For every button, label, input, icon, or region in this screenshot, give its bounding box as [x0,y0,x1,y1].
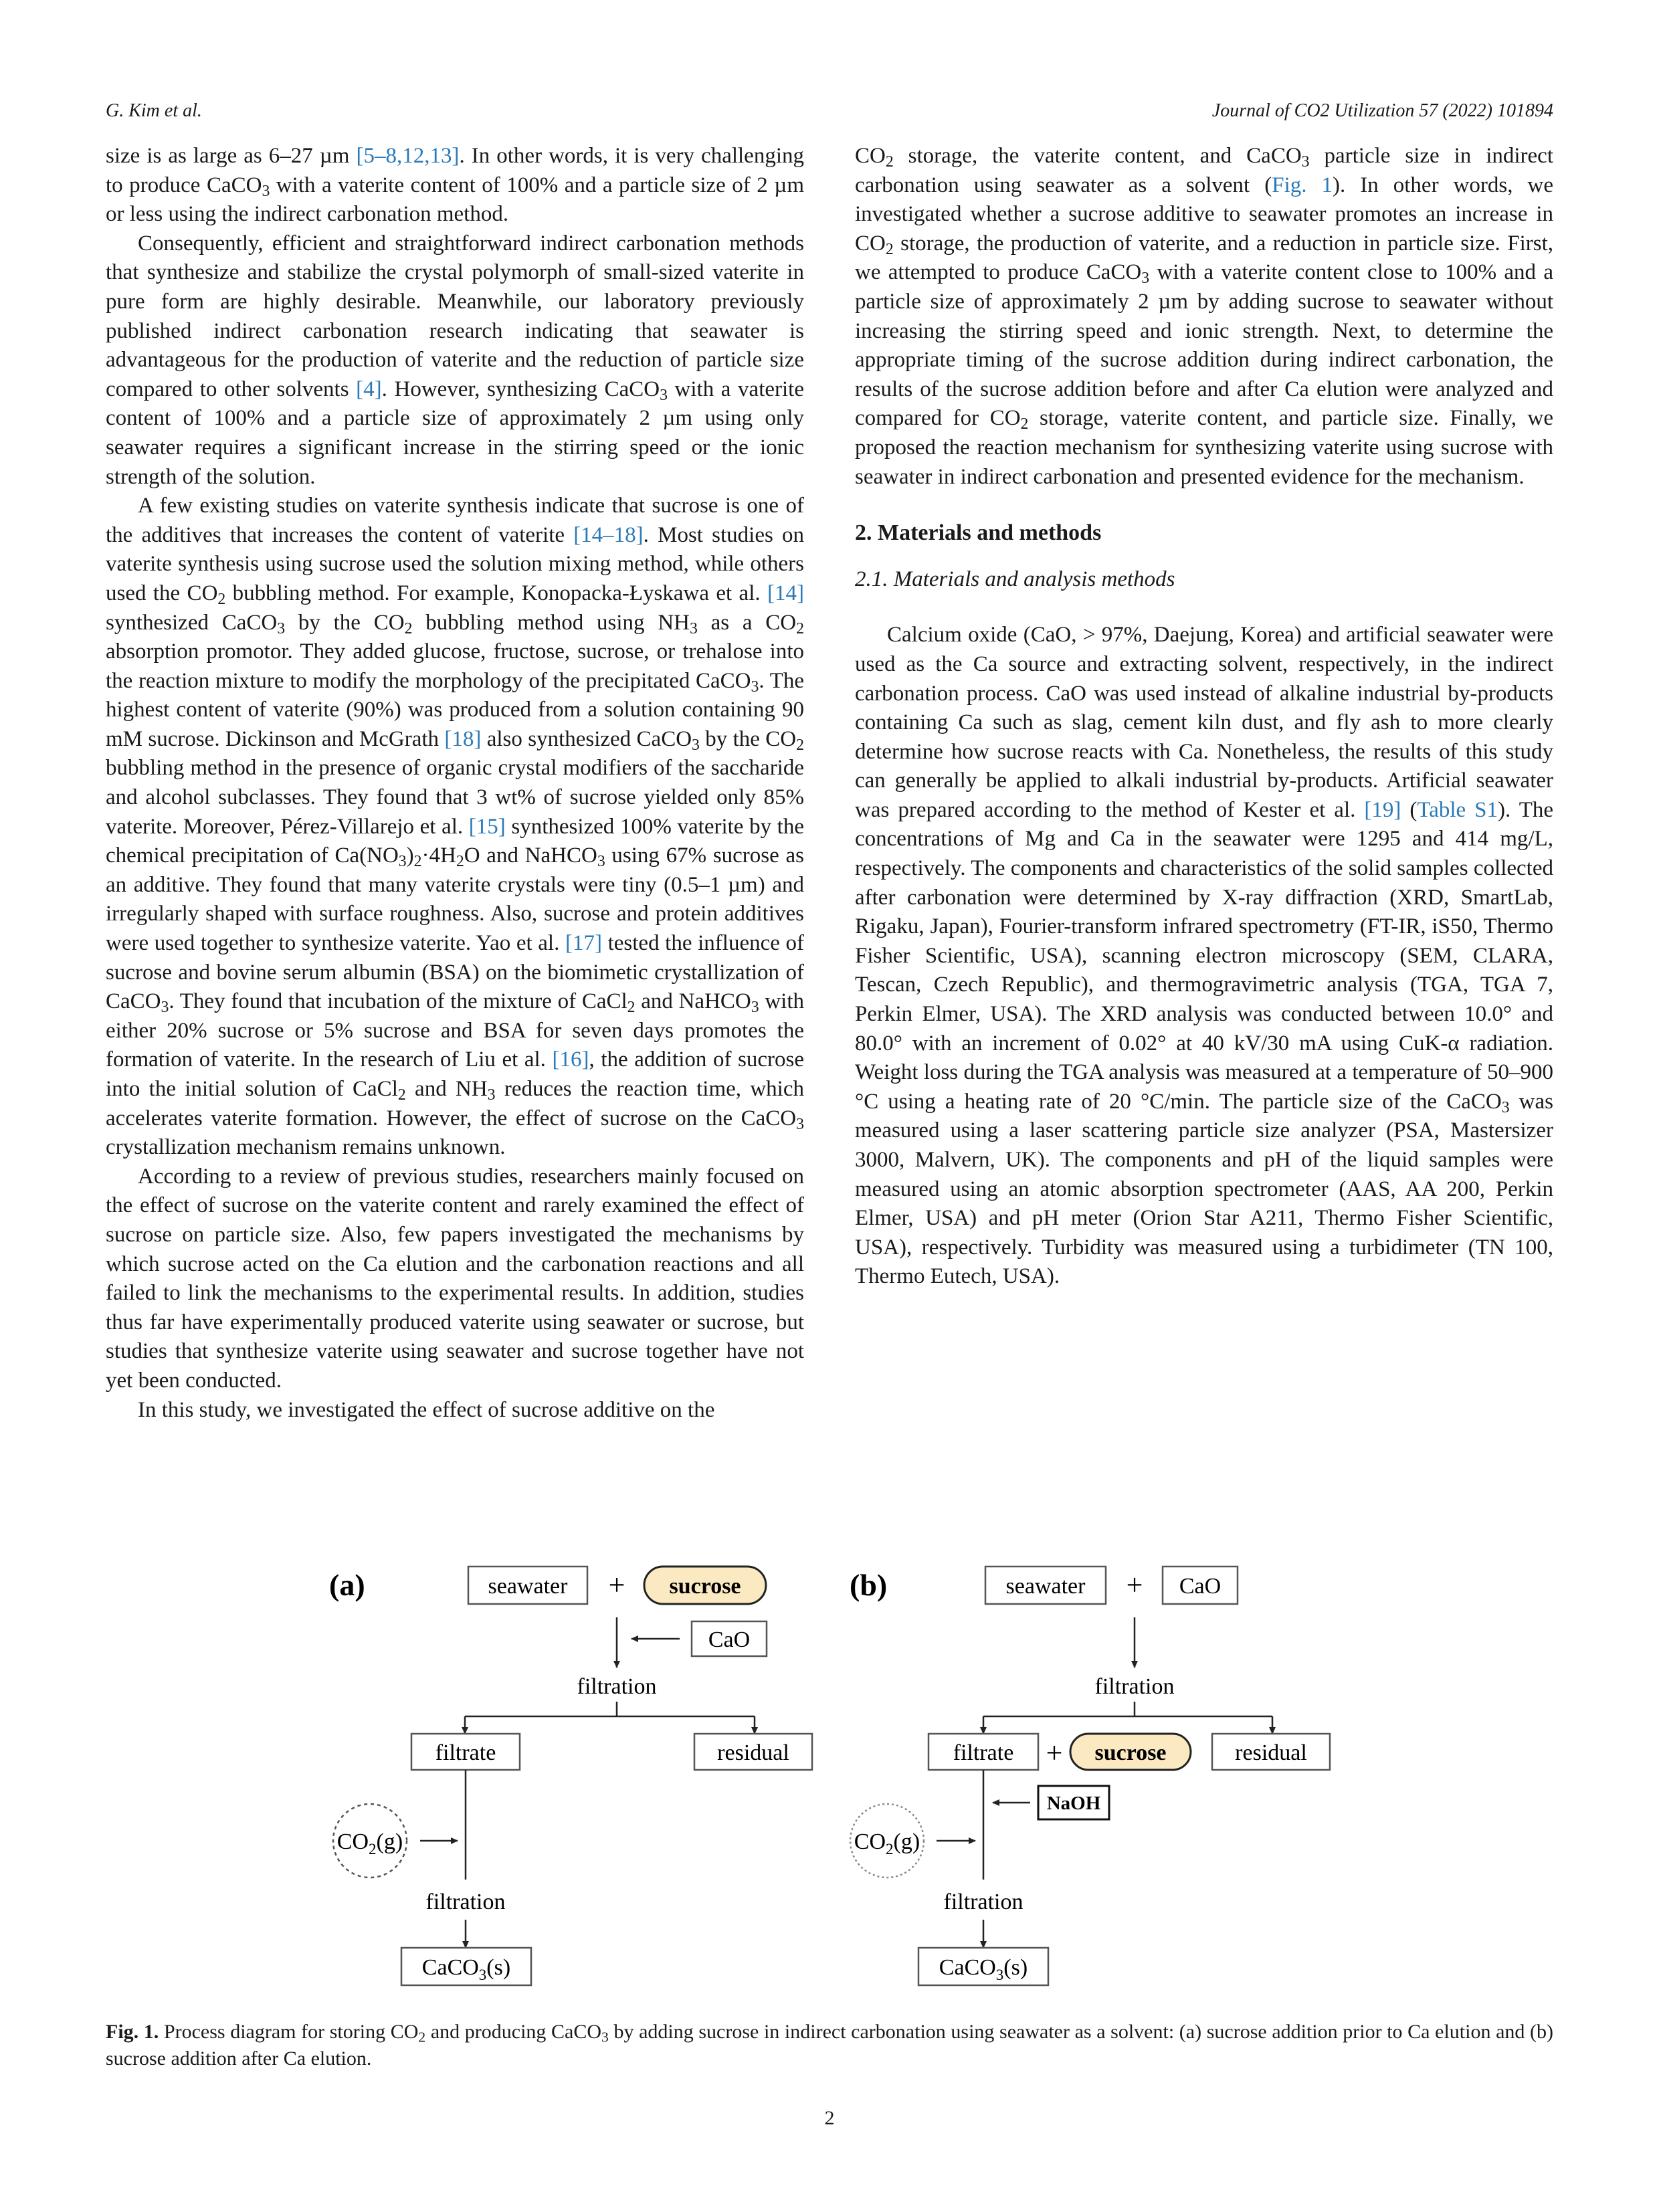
plus-sign: + [608,1569,625,1601]
seawater-label: seawater [488,1574,568,1599]
body-paragraph: $CO_2$ storage, the vaterite content, and CaCO$_3$ particle size in indirect carbonation using seawater as a solvent (Fig. 1). In other words, we investigated whether a sucrose additive to seawater promotes an increase in $CO_2$ storage, the production of vaterite, and a reduction in particle size. First, we attempted to produce CaCO$_3$ with a vaterite content close to 100% and a particle size of approximately 2 µm by adding sucrose to seawater without increasing the stirring speed and ionic strength. Next, to determine the appropriate timing of the sucrose addition during indirect carbonation, the results of the sucrose addition before and after Ca elution were analyzed and compared for $CO_2$ storage, vaterite content, and particle size. Finally, we proposed the reaction mechanism for synthesizing vaterite using sucrose with seawater in indirect carbonation and presented evidence for the mechanism. [855,144,1554,489]
sucrose-label: sucrose [1094,1740,1167,1765]
figure-caption-label: Fig. 1. [106,2021,159,2043]
figure-caption [106,2019,1553,2072]
filtration-label-2: filtration [943,1890,1023,1914]
page-number: 2 [824,2107,835,2129]
cao-label: CaO [1179,1574,1222,1599]
running-header-journal: Journal of CO2 Utilization 57 (2022) 101894 [1211,100,1553,121]
naoh-label: NaOH [1046,1793,1101,1814]
panel-a-label: (a) [329,1568,365,1602]
plus-sign-2: + [1046,1736,1063,1769]
cao-label: CaO [708,1627,751,1652]
panel-a [329,1567,812,1985]
panel-b-label: (b) [850,1568,888,1602]
body-paragraph: In this study, we investigated the effect of sucrose additive on the [138,1397,715,1422]
panel-b [850,1567,1330,1985]
co2-gas-label: $CO_2(g)$ [336,1829,403,1857]
caco3-label: CaCO$_3$(s) [421,1955,511,1983]
seawater-label: seawater [1005,1574,1086,1599]
body-paragraph: According to a review of previous studies, researchers mainly focused on the effect of sucrose on the vaterite content and rarely examined the effect of sucrose on particle size. Also, few papers investigated the mechanisms by which sucrose acted on the Ca elution and the carbonation reactions and all failed to link the mechanisms to the experimental results. In addition, studies thus far have experimentally produced vaterite using seawater or sucrose, but studies that synthesize vaterite using seawater and sucrose together have not yet been conducted. [106,1164,804,1393]
body-paragraph: Consequently, efficient and straightforward indirect carbonation methods that synthesize and stabilize the crystal polymorph of small-sized vaterite in pure form are highly desirable. Meanwhile, our laboratory previously published indirect carbonation research indicating that seawater is advantageous for the production of vaterite and the reduction of particle size compared to other solvents [4]. However, synthesizing CaCO$_3$ with a vaterite content of 100% and a particle size of approximately 2 µm using only seawater requires a significant increase in the stirring speed or the ionic strength of the solution. [106,231,804,489]
left-column [106,142,804,1425]
filtration-label-2: filtration [425,1890,506,1914]
figure-caption-text: Process diagram for storing $CO_2$ and producing CaCO$_3$ by adding sucrose in indirect carbonation using seawater as a solvent: (a) sucrose addition prior to Ca elution and (b) sucrose addition after Ca elution. [106,2021,1553,2070]
right-column [855,142,1553,1292]
plus-sign: + [1126,1569,1143,1601]
filtration-label-1: filtration [1094,1674,1175,1699]
residual-label: residual [1235,1740,1307,1765]
body-paragraph: size is as large as 6–27 µm [5–8,12,13]. In other words, it is very challenging to produce CaCO$_3$ with a vaterite content of 100% and a particle size of 2 µm or less using the indirect carbonation method. [106,144,804,227]
figure-1-process-diagram [0,1552,1659,2013]
section-heading: 2. Materials and methods [855,520,1102,546]
body-paragraph: Calcium oxide (CaO, > 97%, Daejung, Korea) and artificial seawater were used as the Ca source and extracting solvent, respectively, in the indirect carbonation process. CaO was used instead of alkaline industrial by-products containing Ca such as slag, cement kiln dust, and fly ash to more clearly determine how sucrose reacts with Ca. Nonetheless, the results of this study can generally be applied to alkali industrial by-products. Artificial seawater was prepared according to the method of Kester et al. [19] (Table S1). The concentrations of Mg and Ca in the seawater were 1295 and 414 mg/L, respectively. The components and characteristics of the solid samples collected after carbonation were determined by X-ray diffraction (XRD, SmartLab, Rigaku, Japan), Fourier-transform infrared spectrometry (FT-IR, iS50, Thermo Fisher Scientific, USA), scanning electron microscopy (SEM, CLARA, Tescan, Czech Republic), and thermogravimetric analysis (TGA, TGA 7, Perkin Elmer, USA). The XRD analysis was conducted between 10.0° and 80.0° with an increment of 0.02° at 40 kV/30 mA using CuK-α radiation. Weight loss during the TGA analysis was measured at a temperature of 50–900 °C using a heating rate of 20 °C/min. The particle size of the CaCO$_3$ was measured using a laser scattering particle size analyzer (PSA, Mastersizer 3000, Malvern, UK). The components and pH of the liquid samples were measured using an atomic absorption spectrometer (AAS, AA 200, Perkin Elmer, USA) and pH meter (Orion Star A211, Thermo Fisher Scientific, USA), respectively. Turbidity was measured using a turbidimeter (TN 100, Thermo Eutech, USA). [855,623,1554,1289]
body-paragraph: A few existing studies on vaterite synthesis indicate that sucrose is one of the additives that increases the content of vaterite [14–18]. Most studies on vaterite synthesis using sucrose used the solution mixing method, while others used the $CO_2$ bubbling method. For example, Konopacka-Łyskawa et al. [14] synthesized CaCO$_3$ by the $CO_2$ bubbling method using $NH_3$ as a $CO_2$ absorption promotor. They added glucose, fructose, sucrose, or trehalose into the reaction mixture to modify the morphology of the precipitated CaCO$_3$. The highest content of vaterite (90%) was produced from a solution containing 90 mM sucrose. Dickinson and McGrath [18] also synthesized CaCO$_3$ by the $CO_2$ bubbling method in the presence of organic crystal modifiers of the saccharide and alcohol subclasses. They found that 3 wt% of sucrose yielded only 85% vaterite. Moreover, Pérez-Villarejo et al. [15] synthesized 100% vaterite by the chemical precipitation of $Ca(NO_3)_2\cdot 4H_2O$ and NaHCO$_3$ using 67% sucrose as an additive. They found that many vaterite crystals were tiny (0.5–1 µm) and irregularly shaped with surface roughness. Also, sucrose and protein additives were used together to synthesize vaterite. Yao et al. [17] tested the influence of sucrose and bovine serum albumin (BSA) on the biomimetic crystallization of CaCO$_3$. They found that incubation of the mixture of CaCl$_2$ and NaHCO$_3$ with either 20% sucrose or 5% sucrose and BSA for seven days promotes the formation of vaterite. In the research of Liu et al. [16], the addition of sucrose into the initial solution of CaCl$_2$ and $NH_3$ reduces the reaction time, which accelerates vaterite formation. However, the effect of sucrose on the CaCO$_3$ crystallization mechanism remains unknown. [106,494,805,1160]
filtration-label-1: filtration [577,1674,657,1699]
subsection-heading: 2.1. Materials and analysis methods [855,567,1175,591]
co2-gas-label: $CO_2(g)$ [854,1829,920,1857]
filtrate-label: filtrate [953,1740,1014,1765]
running-header-authors: G. Kim et al. [106,100,202,121]
filtrate-label: filtrate [435,1740,496,1765]
residual-label: residual [717,1740,789,1765]
caco3-label: CaCO$_3$(s) [939,1955,1028,1983]
sucrose-label: sucrose [669,1574,741,1599]
